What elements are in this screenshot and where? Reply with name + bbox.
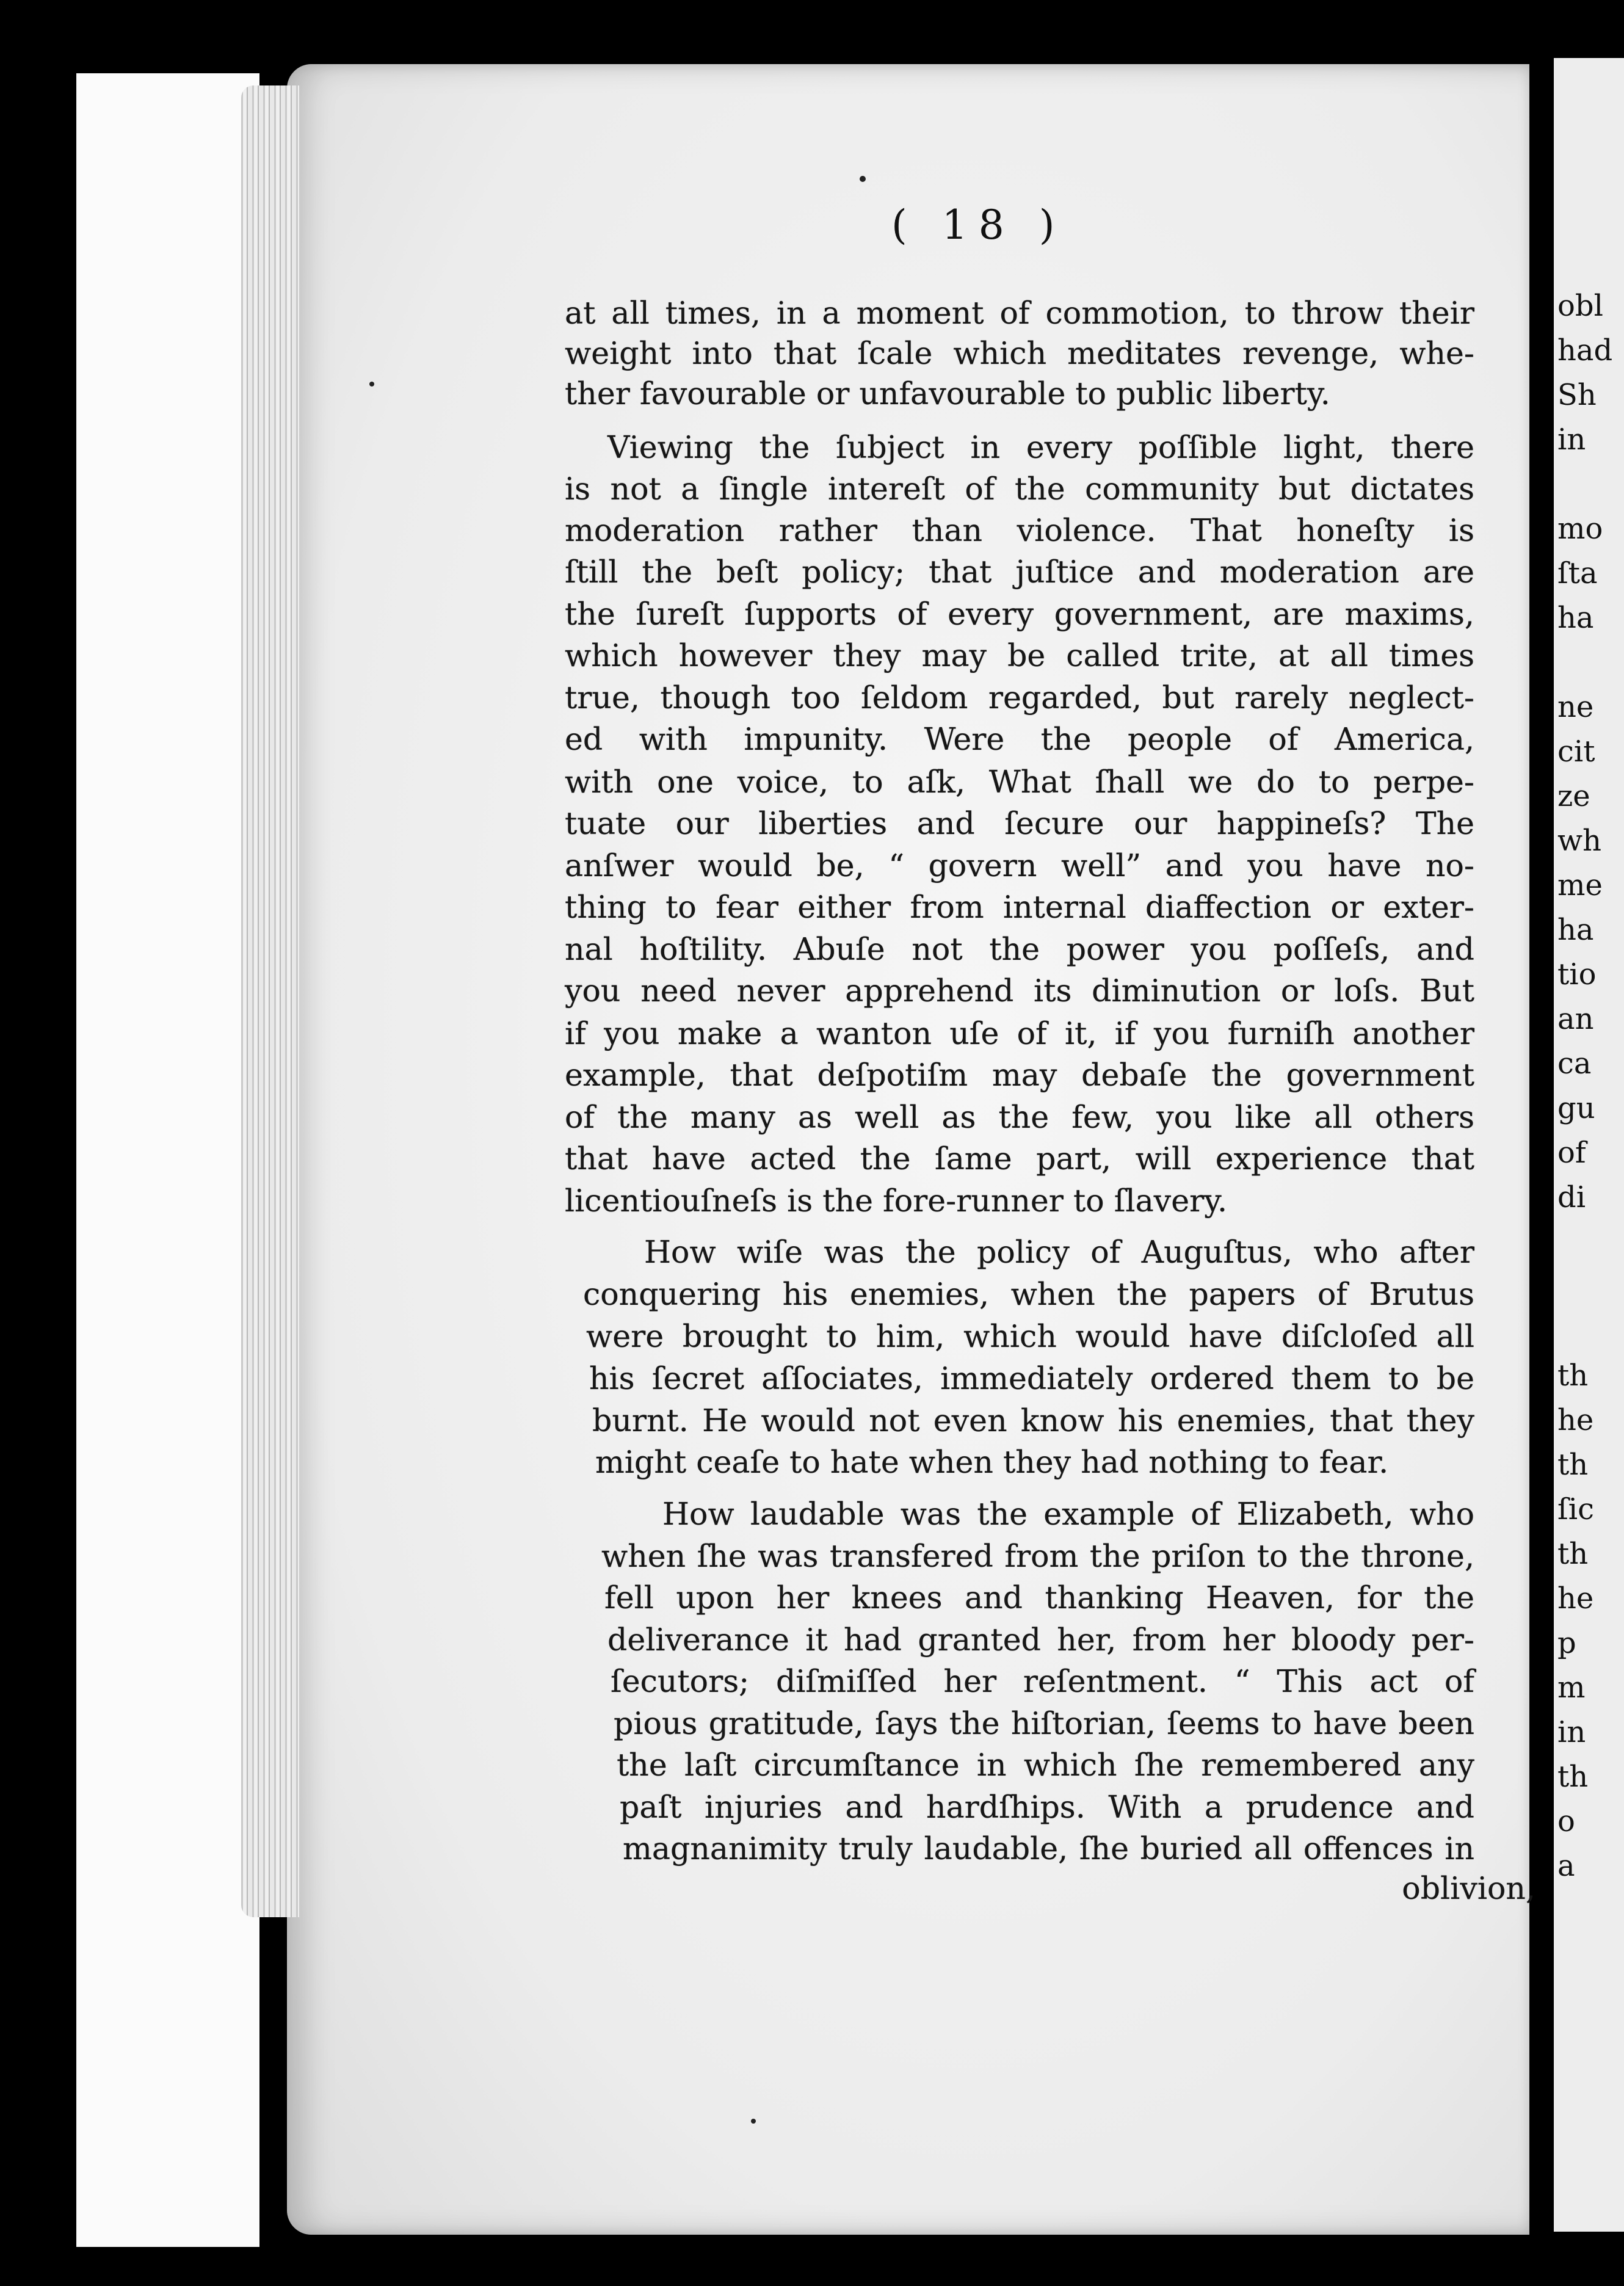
text-line: tuate our liberties and ſecure our happineſs? The (565, 805, 1474, 841)
text-line: that have acted the ſame part, will experience that (565, 1141, 1474, 1177)
text-line: How laudable was the example of Elizabeth, who (662, 1496, 1474, 1532)
text-line: at all times, in a moment of commotion, to throw their (565, 295, 1474, 331)
facing-page-fragment-line: Sh (1557, 378, 1597, 412)
text-line: you need never apprehend its diminution or loſs. But (565, 973, 1474, 1009)
facing-page-fragment-line: o (1557, 1804, 1575, 1838)
catchword: oblivion, (1402, 1870, 1535, 1906)
facing-page-fragment-line: gu (1557, 1091, 1595, 1125)
facing-page-fragment (1554, 58, 1624, 2232)
facing-page-fragment-line: ſta (1557, 556, 1598, 590)
facing-page-fragment-line: obl (1557, 289, 1603, 323)
facing-page-fragment-line: a (1557, 1849, 1575, 1883)
facing-page-fragment-line: p (1557, 1626, 1576, 1660)
facing-page-fragment-line: he (1557, 1403, 1594, 1437)
facing-page-fragment-line: me (1557, 868, 1603, 902)
text-line: his ſecret aſſociates, immediately ordered them to be (589, 1360, 1474, 1396)
text-line: with one voice, to aſk, What ſhall we do to perpe- (565, 764, 1474, 800)
facing-page-fragment-line (1557, 1309, 1612, 1354)
text-line: deliverance it had granted her, from her bloody per- (607, 1622, 1474, 1658)
text-line: pious gratitude, ſays the hiſtorian, ſeems to have been (614, 1705, 1474, 1741)
text-line: true, though too ſeldom regarded, but rarely neglect- (565, 680, 1474, 716)
facing-page-fragment-line (1557, 640, 1612, 685)
text-line: burnt. He would not even know his enemies, that they (592, 1402, 1474, 1439)
facing-page-fragment-line: mo (1557, 512, 1603, 546)
text-line: were brought to him, which would have diſcloſed all (586, 1318, 1474, 1354)
text-line: Viewing the ſubject in every poſſible light, there (607, 429, 1474, 465)
facing-page-fragment-line (1557, 1220, 1612, 1265)
facing-page-fragment-line: m (1557, 1671, 1586, 1705)
text-line: when ſhe was transfered from the priſon to the throne, (601, 1538, 1474, 1574)
text-line: ſtill the beſt policy; that juſtice and moderation are (565, 554, 1474, 590)
ink-fleck (369, 382, 374, 386)
text-line: fell upon her knees and thanking Heaven, for the (604, 1580, 1474, 1616)
facing-page-fragment-line: in (1557, 423, 1586, 457)
text-line: which however they may be called trite, at all times (565, 637, 1474, 673)
page-number: ( 18 ) (891, 201, 1066, 249)
text-line: example, that deſpotiſm may debaſe the government (565, 1057, 1474, 1093)
text-line: if you make a wanton uſe of it, if you furniſh another (565, 1015, 1474, 1051)
ink-fleck (751, 2119, 756, 2124)
text-line: weight into that ſcale which meditates revenge, whe- (565, 335, 1474, 371)
text-line: moderation rather than violence. That honeſty is (565, 512, 1474, 548)
page-edges (241, 85, 299, 1917)
backing-sheet (76, 73, 259, 2247)
text-line: magnanimity truly laudable, ſhe buried all offences in (623, 1831, 1474, 1867)
facing-page-fragment-line: wh (1557, 824, 1601, 858)
ink-fleck (860, 176, 866, 182)
facing-page-fragment-line: ſic (1557, 1492, 1594, 1526)
text-line: ſecutors; diſmiſſed her reſentment. “ This act of (611, 1663, 1474, 1699)
facing-page-fragment-line: ha (1557, 913, 1594, 947)
facing-page-fragment-line: th (1557, 1448, 1589, 1482)
facing-page-fragment-line: he (1557, 1581, 1594, 1616)
text-line: How wiſe was the policy of Auguſtus, who after (644, 1234, 1474, 1270)
text-line: is not a ſingle intereſt of the community but dictates (565, 471, 1474, 507)
facing-page-fragment-line: th (1557, 1359, 1589, 1393)
facing-page-fragment-line: tio (1557, 957, 1597, 992)
facing-page-fragment-line: di (1557, 1180, 1586, 1214)
facing-page-fragment-line: th (1557, 1760, 1589, 1794)
facing-page-fragment-line: cit (1557, 735, 1595, 769)
facing-page-fragment-line (1557, 462, 1612, 507)
facing-page-text (1557, 284, 1612, 1889)
facing-page-fragment-line: ha (1557, 601, 1594, 635)
text-line: licentiouſneſs is the fore-runner to ſlavery. (565, 1183, 1228, 1219)
text-line: of the many as well as the few, you like all others (565, 1099, 1474, 1135)
facing-page-fragment-line: an (1557, 1002, 1594, 1036)
text-line: the laſt circumſtance in which ſhe remembered any (617, 1747, 1474, 1783)
text-line: conquering his enemies, when the papers of Brutus (583, 1276, 1474, 1312)
facing-page-fragment-line: in (1557, 1715, 1586, 1749)
text-line: paſt injuries and hardſhips. With a prudence and (620, 1789, 1474, 1825)
text-line: ther favourable or unfavourable to public liberty. (565, 376, 1330, 412)
facing-page-fragment-line: ca (1557, 1047, 1592, 1081)
facing-page-fragment-line: th (1557, 1537, 1589, 1571)
facing-page-fragment-line (1557, 1265, 1612, 1309)
text-line: ed with impunity. Were the people of America, (565, 721, 1474, 757)
text-line: nal hoſtility. Abuſe not the power you poſſeſs, and (565, 931, 1474, 967)
book-gutter (1529, 55, 1554, 2253)
facing-page-fragment-line: had (1557, 333, 1613, 368)
text-line: might ceaſe to hate when they had nothing to fear. (595, 1444, 1389, 1480)
facing-page-fragment-line: ze (1557, 779, 1590, 813)
facing-page-fragment-line: of (1557, 1136, 1586, 1170)
facing-page-fragment-line: ne (1557, 690, 1594, 724)
text-line: thing to fear either from internal diaffection or exter- (565, 889, 1474, 925)
text-line: the ſureſt ſupports of every government, are maxims, (565, 596, 1474, 632)
text-line: anſwer would be, “ govern well” and you have no- (565, 847, 1474, 884)
